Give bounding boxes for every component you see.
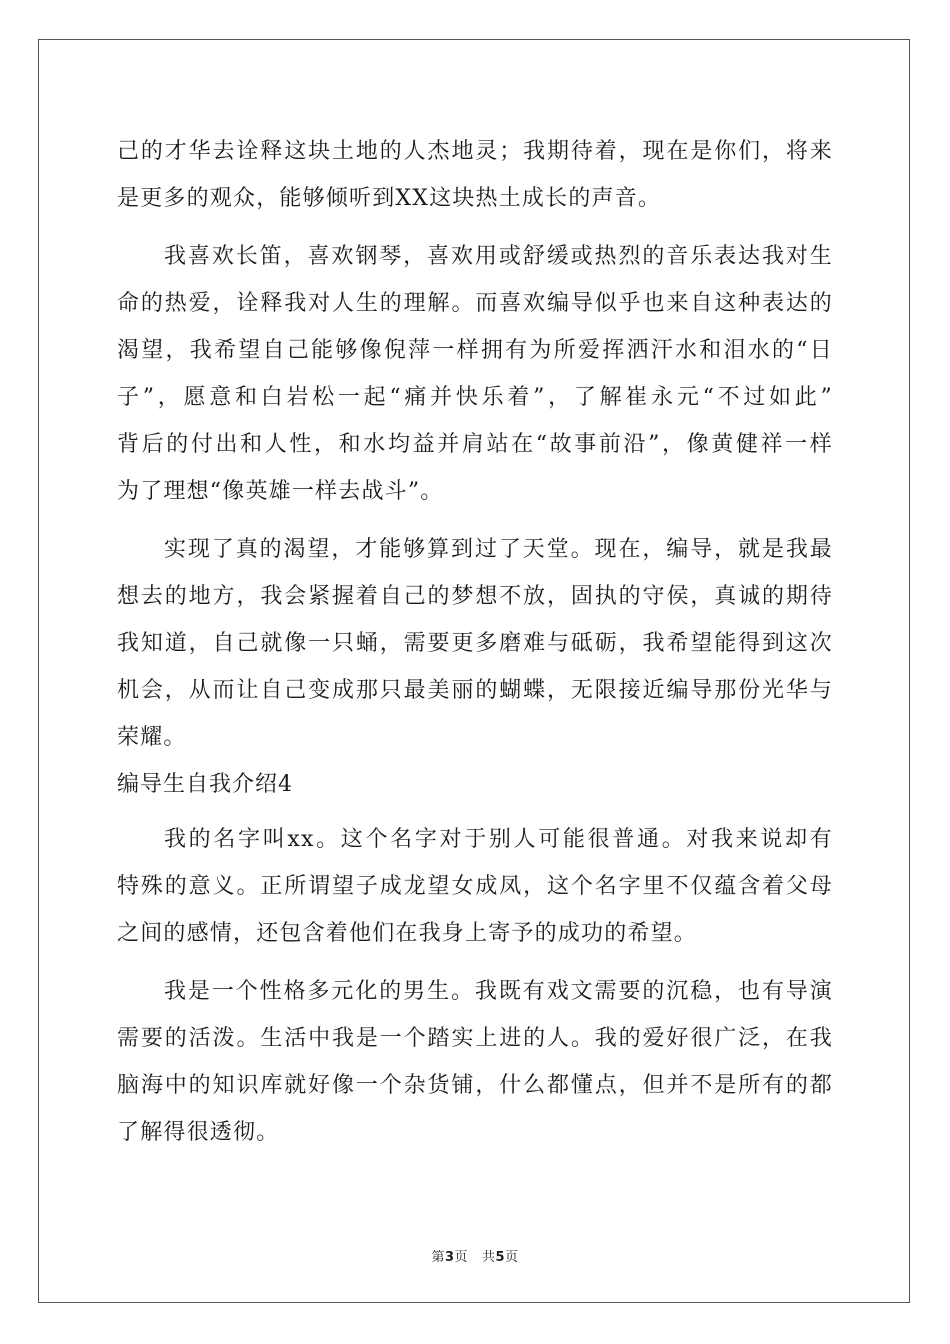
text-line: 了解得很透彻。 [117,1120,280,1145]
text-line: 特殊的意义。正所谓望子成龙望女成凤，这个名字里不仅蕴含着父母 [117,874,833,899]
paragraph [117,816,833,957]
text-line: 是更多的观众，能够倾听到XX这块热土成长的声音。 [117,186,662,211]
text-line: 己的才华去诠释这块土地的人杰地灵；我期待着，现在是你们，将来 [117,139,833,164]
section-heading: 编导生自我介绍4 [117,772,293,797]
document-body [117,128,833,1156]
text-line: 渴望，我希望自己能够像倪萍一样拥有为所爱挥洒汗水和泪水的“日 [117,338,833,363]
text-line: 机会，从而让自己变成那只最美丽的蝴蝶，无限接近编导那份光华与 [117,678,833,703]
text-line: 实现了真的渴望，才能够算到过了天堂。现在，编导，就是我最 [164,537,833,562]
text-line: 想去的地方，我会紧握着自己的梦想不放，固执的守侯，真诚的期待 [117,584,833,609]
total-page-count: 5 [495,1250,506,1265]
text-line: 之间的感情，还包含着他们在我身上寄予的成功的希望。 [117,921,698,946]
text-line: 背后的付出和人性，和水均益并肩站在“故事前沿”，像黄健祥一样 [117,432,833,457]
text-line: 我喜欢长笛，喜欢钢琴，喜欢用或舒缓或热烈的音乐表达我对生 [164,244,833,269]
text-line: 我的名字叫xx。这个名字对于别人可能很普通。对我来说却有 [164,827,833,852]
current-page-number: 3 [444,1250,455,1265]
paragraph [117,526,833,761]
footer-total-prefix: 共 [481,1250,496,1265]
text-line: 子”，愿意和白岩松一起“痛并快乐着”，了解崔永元“不过如此” [117,385,833,410]
footer-page-suffix: 页 [454,1250,469,1265]
text-line: 脑海中的知识库就好像一个杂货铺，什么都懂点，但并不是所有的都 [117,1073,833,1098]
footer-total-suffix: 页 [505,1250,519,1265]
text-line: 我知道，自己就像一只蛹，需要更多磨难与砥砺，我希望能得到这次 [117,631,833,656]
paragraph [117,233,833,515]
text-line: 我是一个性格多元化的男生。我既有戏文需要的沉稳，也有导演 [164,979,833,1004]
text-line: 命的热爱，诠释我对人生的理解。而喜欢编导似乎也来自这种表达的 [117,291,833,316]
text-line: 为了理想“像英雄一样去战斗”。 [117,479,444,504]
footer-prefix: 第 [431,1250,445,1265]
text-line: 需要的活泼。生活中我是一个踏实上进的人。我的爱好很广泛，在我 [117,1026,833,1051]
page-footer [0,1246,950,1265]
paragraph [117,128,833,222]
paragraph [117,968,833,1156]
text-line: 荣耀。 [117,725,187,750]
